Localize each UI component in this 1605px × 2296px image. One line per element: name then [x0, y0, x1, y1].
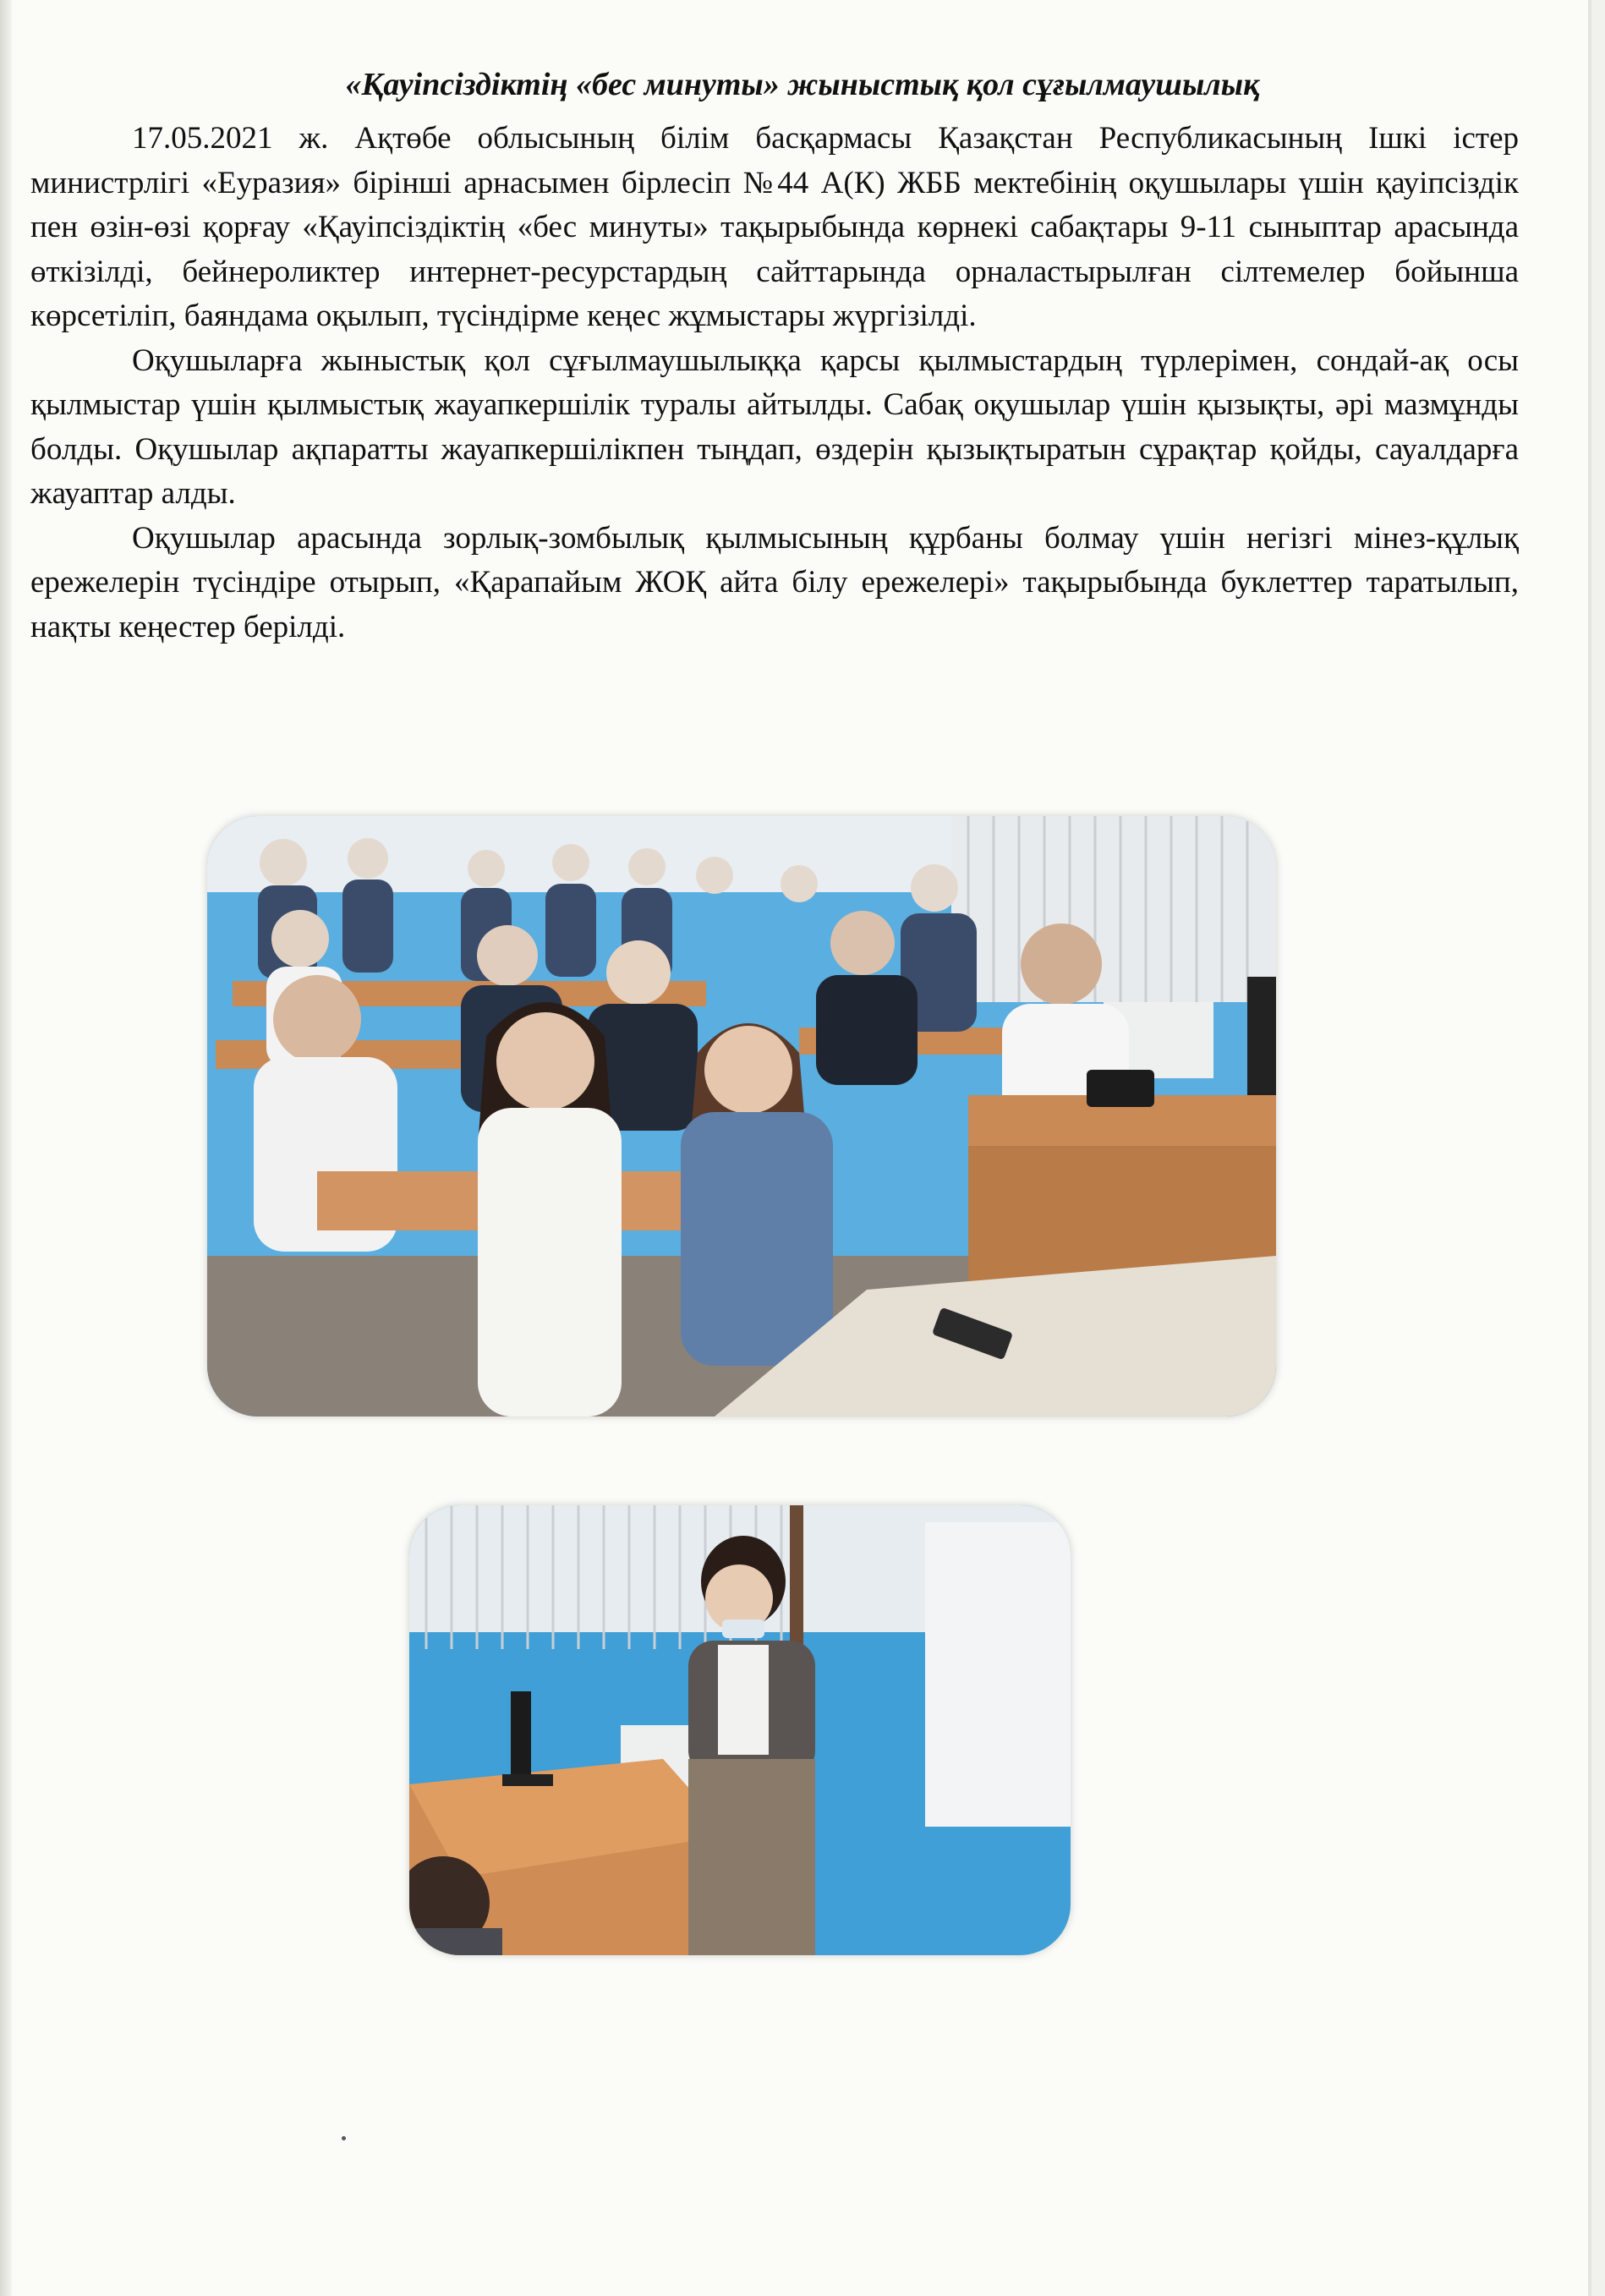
paragraph-2: Оқушыларға жыныстық қол сұғылмаушылыққа қарсы қылмыстардың түрлерімен, сондай-ақ осы қылмыстар үшін қылмыстық жауапкершілік туралы айтылды. Сабақ оқушылар үшін қызықты, әрі мазмұнды болды. Оқушылар ақпаратты жауапкершілікпен тыңдап, өздерін қызықтыратын сұрақтар қойды, сауалдарға жауаптар алды.	[30, 342, 1519, 511]
paragraph-1: 17.05.2021 ж. Ақтөбе облысының білім басқармасы Қазақстан Республикасының Ішкі істер министрлігі «Еуразия» бірінші арнасымен бірлесіп №44 А(К) ЖББ мектебінің оқушылары үшін қауіпсіздік пен өзін-өзі қорғау «Қауіпсіздіктің «бес минуты» тақырыбында көрнекі сабақтары 9-11 сыныптар арасында өткізілді, бейнероликтер интернет-ресурстардың сайттарында орналастырылған сілтемелер бойынша көрсетіліп, баяндама оқылып, түсіндірме кеңес жұмыстары жүргізілді.	[30, 121, 1519, 333]
document-body	[30, 117, 1519, 649]
scan-speck	[342, 2136, 346, 2140]
classroom-students-photo	[207, 816, 1276, 1417]
classroom-students-image	[207, 816, 1276, 1417]
teacher-presenting-image	[409, 1505, 1071, 1955]
page-right-edge	[1591, 0, 1605, 2296]
paragraph-3: Оқушылар арасында зорлық-зомбылық қылмысының құрбаны болмау үшін негізгі мінез-құлық ережелерін түсіндіре отырып, «Қарапайым ЖОҚ айта білу ережелері» тақырыбында буклеттер таратылып, нақты кеңестер берілді.	[30, 520, 1519, 644]
page-left-edge	[0, 0, 12, 2296]
document-title: «Қауіпсіздіктің «бес минуты» жыныстық қол сұғылмаушылық	[345, 67, 1260, 102]
teacher-presenting-photo	[409, 1505, 1071, 1955]
